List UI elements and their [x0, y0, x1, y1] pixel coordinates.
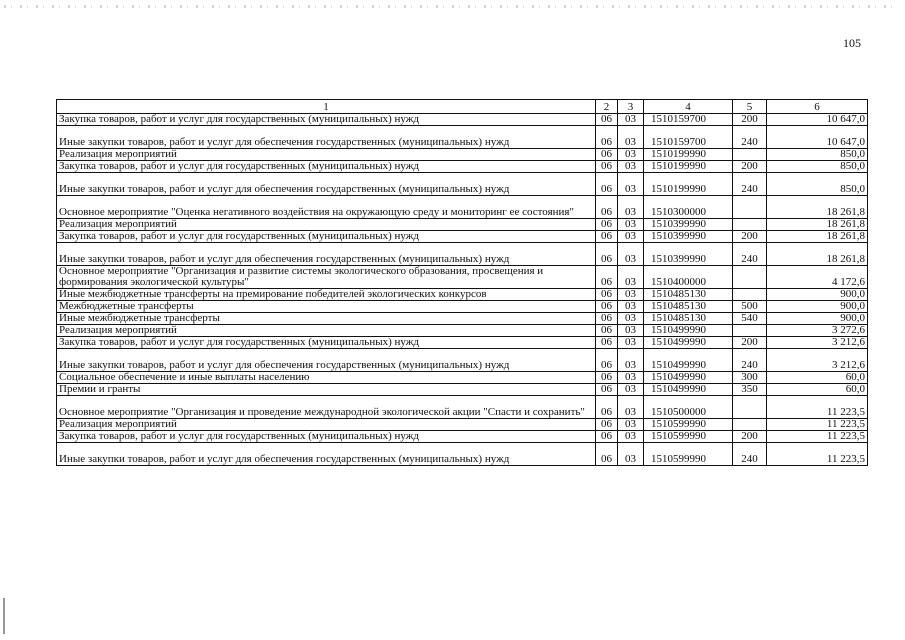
row-subsection-cell: 03	[618, 126, 644, 149]
row-amount-cell: 850,0	[767, 173, 868, 196]
table-row	[57, 337, 868, 349]
header-cell: 5	[733, 100, 767, 114]
table-row	[57, 396, 868, 419]
row-name-cell: Реализация мероприятий	[57, 219, 596, 231]
row-subsection-cell: 03	[618, 337, 644, 349]
row-amount-cell: 60,0	[767, 384, 868, 396]
row-code-cell: 1510599990	[644, 419, 733, 431]
row-expense-type-cell: 350	[733, 384, 767, 396]
row-amount-cell: 11 223,5	[767, 396, 868, 419]
row-code-cell: 1510485130	[644, 313, 733, 325]
header-cell: 1	[57, 100, 596, 114]
row-expense-type-cell	[733, 325, 767, 337]
row-code-cell: 1510300000	[644, 196, 733, 219]
row-amount-cell: 900,0	[767, 289, 868, 301]
row-amount-cell: 11 223,5	[767, 419, 868, 431]
row-section-cell: 06	[596, 219, 618, 231]
header-cell: 2	[596, 100, 618, 114]
row-subsection-cell: 03	[618, 196, 644, 219]
table-row	[57, 372, 868, 384]
table-row	[57, 149, 868, 161]
row-subsection-cell: 03	[618, 114, 644, 126]
row-code-cell: 1510399990	[644, 243, 733, 266]
row-amount-cell: 10 647,0	[767, 126, 868, 149]
table-row	[57, 161, 868, 173]
row-expense-type-cell: 200	[733, 161, 767, 173]
row-subsection-cell: 03	[618, 419, 644, 431]
row-code-cell: 1510599990	[644, 431, 733, 443]
row-name-cell: Иные закупки товаров, работ и услуг для обеспечения государственных (муниципальных) нужд	[57, 349, 596, 372]
table-row	[57, 196, 868, 219]
row-name-cell: Иные межбюджетные трансферты	[57, 313, 596, 325]
row-section-cell: 06	[596, 126, 618, 149]
row-name-cell: Закупка товаров, работ и услуг для государственных (муниципальных) нужд	[57, 114, 596, 126]
row-subsection-cell: 03	[618, 243, 644, 266]
row-subsection-cell: 03	[618, 301, 644, 313]
row-expense-type-cell: 200	[733, 431, 767, 443]
row-amount-cell: 18 261,8	[767, 231, 868, 243]
row-code-cell: 1510499990	[644, 325, 733, 337]
row-amount-cell: 10 647,0	[767, 114, 868, 126]
row-subsection-cell: 03	[618, 372, 644, 384]
row-section-cell: 06	[596, 396, 618, 419]
row-code-cell: 1510159700	[644, 114, 733, 126]
row-section-cell: 06	[596, 289, 618, 301]
row-subsection-cell: 03	[618, 173, 644, 196]
row-code-cell: 1510199990	[644, 161, 733, 173]
row-name-cell: Основное мероприятие "Организация и развитие системы экологического образования, просвещения и формирования экологической культуры"	[57, 266, 596, 289]
row-name-cell: Иные закупки товаров, работ и услуг для обеспечения государственных (муниципальных) нужд	[57, 126, 596, 149]
row-section-cell: 06	[596, 231, 618, 243]
row-name-cell: Иные закупки товаров, работ и услуг для обеспечения государственных (муниципальных) нужд	[57, 443, 596, 466]
row-name-cell: Основное мероприятие "Организация и проведение международной экологической акции "Спасти и сохранить"	[57, 396, 596, 419]
row-section-cell: 06	[596, 372, 618, 384]
row-amount-cell: 3 212,6	[767, 337, 868, 349]
table-row	[57, 325, 868, 337]
row-subsection-cell: 03	[618, 431, 644, 443]
scan-edge-mark	[3, 598, 5, 634]
table-row	[57, 243, 868, 266]
scan-artifact-line	[4, 5, 896, 8]
row-name-cell: Основное мероприятие "Оценка негативного воздействия на окружающую среду и мониторинг ее состояния"	[57, 196, 596, 219]
row-name-cell: Закупка товаров, работ и услуг для государственных (муниципальных) нужд	[57, 337, 596, 349]
row-code-cell: 1510399990	[644, 231, 733, 243]
row-expense-type-cell	[733, 149, 767, 161]
row-section-cell: 06	[596, 313, 618, 325]
row-section-cell: 06	[596, 114, 618, 126]
row-name-cell: Закупка товаров, работ и услуг для государственных (муниципальных) нужд	[57, 161, 596, 173]
table-row	[57, 266, 868, 289]
row-expense-type-cell: 500	[733, 301, 767, 313]
row-section-cell: 06	[596, 173, 618, 196]
row-name-cell: Закупка товаров, работ и услуг для государственных (муниципальных) нужд	[57, 231, 596, 243]
row-expense-type-cell: 300	[733, 372, 767, 384]
row-expense-type-cell	[733, 266, 767, 289]
row-amount-cell: 18 261,8	[767, 243, 868, 266]
row-expense-type-cell	[733, 289, 767, 301]
row-code-cell: 1510485130	[644, 289, 733, 301]
row-amount-cell: 11 223,5	[767, 443, 868, 466]
row-subsection-cell: 03	[618, 384, 644, 396]
row-name-cell: Иные закупки товаров, работ и услуг для обеспечения государственных (муниципальных) нужд	[57, 173, 596, 196]
row-expense-type-cell: 200	[733, 114, 767, 126]
header-cell: 4	[644, 100, 733, 114]
row-subsection-cell: 03	[618, 231, 644, 243]
table-row	[57, 313, 868, 325]
row-code-cell: 1510399990	[644, 219, 733, 231]
row-name-cell: Межбюджетные трансферты	[57, 301, 596, 313]
table-header-row	[57, 100, 868, 114]
row-amount-cell: 850,0	[767, 161, 868, 173]
row-subsection-cell: 03	[618, 349, 644, 372]
row-subsection-cell: 03	[618, 289, 644, 301]
row-subsection-cell: 03	[618, 396, 644, 419]
table-row	[57, 443, 868, 466]
row-expense-type-cell: 240	[733, 173, 767, 196]
row-code-cell: 1510499990	[644, 372, 733, 384]
row-section-cell: 06	[596, 419, 618, 431]
row-subsection-cell: 03	[618, 325, 644, 337]
row-amount-cell: 900,0	[767, 301, 868, 313]
row-expense-type-cell: 540	[733, 313, 767, 325]
header-cell: 6	[767, 100, 868, 114]
row-name-cell: Иные закупки товаров, работ и услуг для обеспечения государственных (муниципальных) нужд	[57, 243, 596, 266]
row-section-cell: 06	[596, 196, 618, 219]
row-amount-cell: 3 272,6	[767, 325, 868, 337]
row-expense-type-cell	[733, 419, 767, 431]
row-code-cell: 1510199990	[644, 149, 733, 161]
row-section-cell: 06	[596, 161, 618, 173]
row-section-cell: 06	[596, 337, 618, 349]
row-code-cell: 1510500000	[644, 396, 733, 419]
row-expense-type-cell: 240	[733, 349, 767, 372]
table-row	[57, 349, 868, 372]
row-subsection-cell: 03	[618, 443, 644, 466]
row-expense-type-cell: 200	[733, 337, 767, 349]
row-code-cell: 1510499990	[644, 337, 733, 349]
row-subsection-cell: 03	[618, 161, 644, 173]
row-expense-type-cell	[733, 396, 767, 419]
row-section-cell: 06	[596, 301, 618, 313]
row-expense-type-cell	[733, 219, 767, 231]
row-subsection-cell: 03	[618, 149, 644, 161]
row-amount-cell: 4 172,6	[767, 266, 868, 289]
table-row	[57, 231, 868, 243]
table-row	[57, 114, 868, 126]
row-amount-cell: 18 261,8	[767, 219, 868, 231]
row-expense-type-cell: 200	[733, 231, 767, 243]
table-row	[57, 419, 868, 431]
row-name-cell: Реализация мероприятий	[57, 325, 596, 337]
row-code-cell: 1510499990	[644, 349, 733, 372]
page-number: 105	[843, 36, 861, 50]
row-name-cell: Социальное обеспечение и иные выплаты населению	[57, 372, 596, 384]
header-cell: 3	[618, 100, 644, 114]
row-section-cell: 06	[596, 149, 618, 161]
table-row	[57, 173, 868, 196]
row-amount-cell: 850,0	[767, 149, 868, 161]
row-amount-cell: 900,0	[767, 313, 868, 325]
row-section-cell: 06	[596, 431, 618, 443]
row-name-cell: Реализация мероприятий	[57, 149, 596, 161]
row-code-cell: 1510599990	[644, 443, 733, 466]
row-code-cell: 1510199990	[644, 173, 733, 196]
row-name-cell: Иные межбюджетные трансферты на премирование победителей экологических конкурсов	[57, 289, 596, 301]
table-row	[57, 301, 868, 313]
table-row	[57, 431, 868, 443]
row-section-cell: 06	[596, 349, 618, 372]
row-expense-type-cell: 240	[733, 126, 767, 149]
row-code-cell: 1510485130	[644, 301, 733, 313]
row-name-cell: Реализация мероприятий	[57, 419, 596, 431]
row-subsection-cell: 03	[618, 266, 644, 289]
table-row	[57, 126, 868, 149]
table-row	[57, 289, 868, 301]
row-name-cell: Премии и гранты	[57, 384, 596, 396]
row-section-cell: 06	[596, 243, 618, 266]
row-section-cell: 06	[596, 443, 618, 466]
row-section-cell: 06	[596, 384, 618, 396]
row-section-cell: 06	[596, 266, 618, 289]
row-amount-cell: 3 212,6	[767, 349, 868, 372]
row-code-cell: 1510159700	[644, 126, 733, 149]
budget-table	[56, 99, 868, 466]
table-row	[57, 384, 868, 396]
row-expense-type-cell	[733, 196, 767, 219]
row-amount-cell: 11 223,5	[767, 431, 868, 443]
row-code-cell: 1510499990	[644, 384, 733, 396]
row-subsection-cell: 03	[618, 313, 644, 325]
row-subsection-cell: 03	[618, 219, 644, 231]
budget-table-body	[57, 100, 868, 466]
row-section-cell: 06	[596, 325, 618, 337]
row-code-cell: 1510400000	[644, 266, 733, 289]
table-row	[57, 219, 868, 231]
row-expense-type-cell: 240	[733, 443, 767, 466]
row-amount-cell: 18 261,8	[767, 196, 868, 219]
row-name-cell: Закупка товаров, работ и услуг для государственных (муниципальных) нужд	[57, 431, 596, 443]
row-amount-cell: 60,0	[767, 372, 868, 384]
row-expense-type-cell: 240	[733, 243, 767, 266]
